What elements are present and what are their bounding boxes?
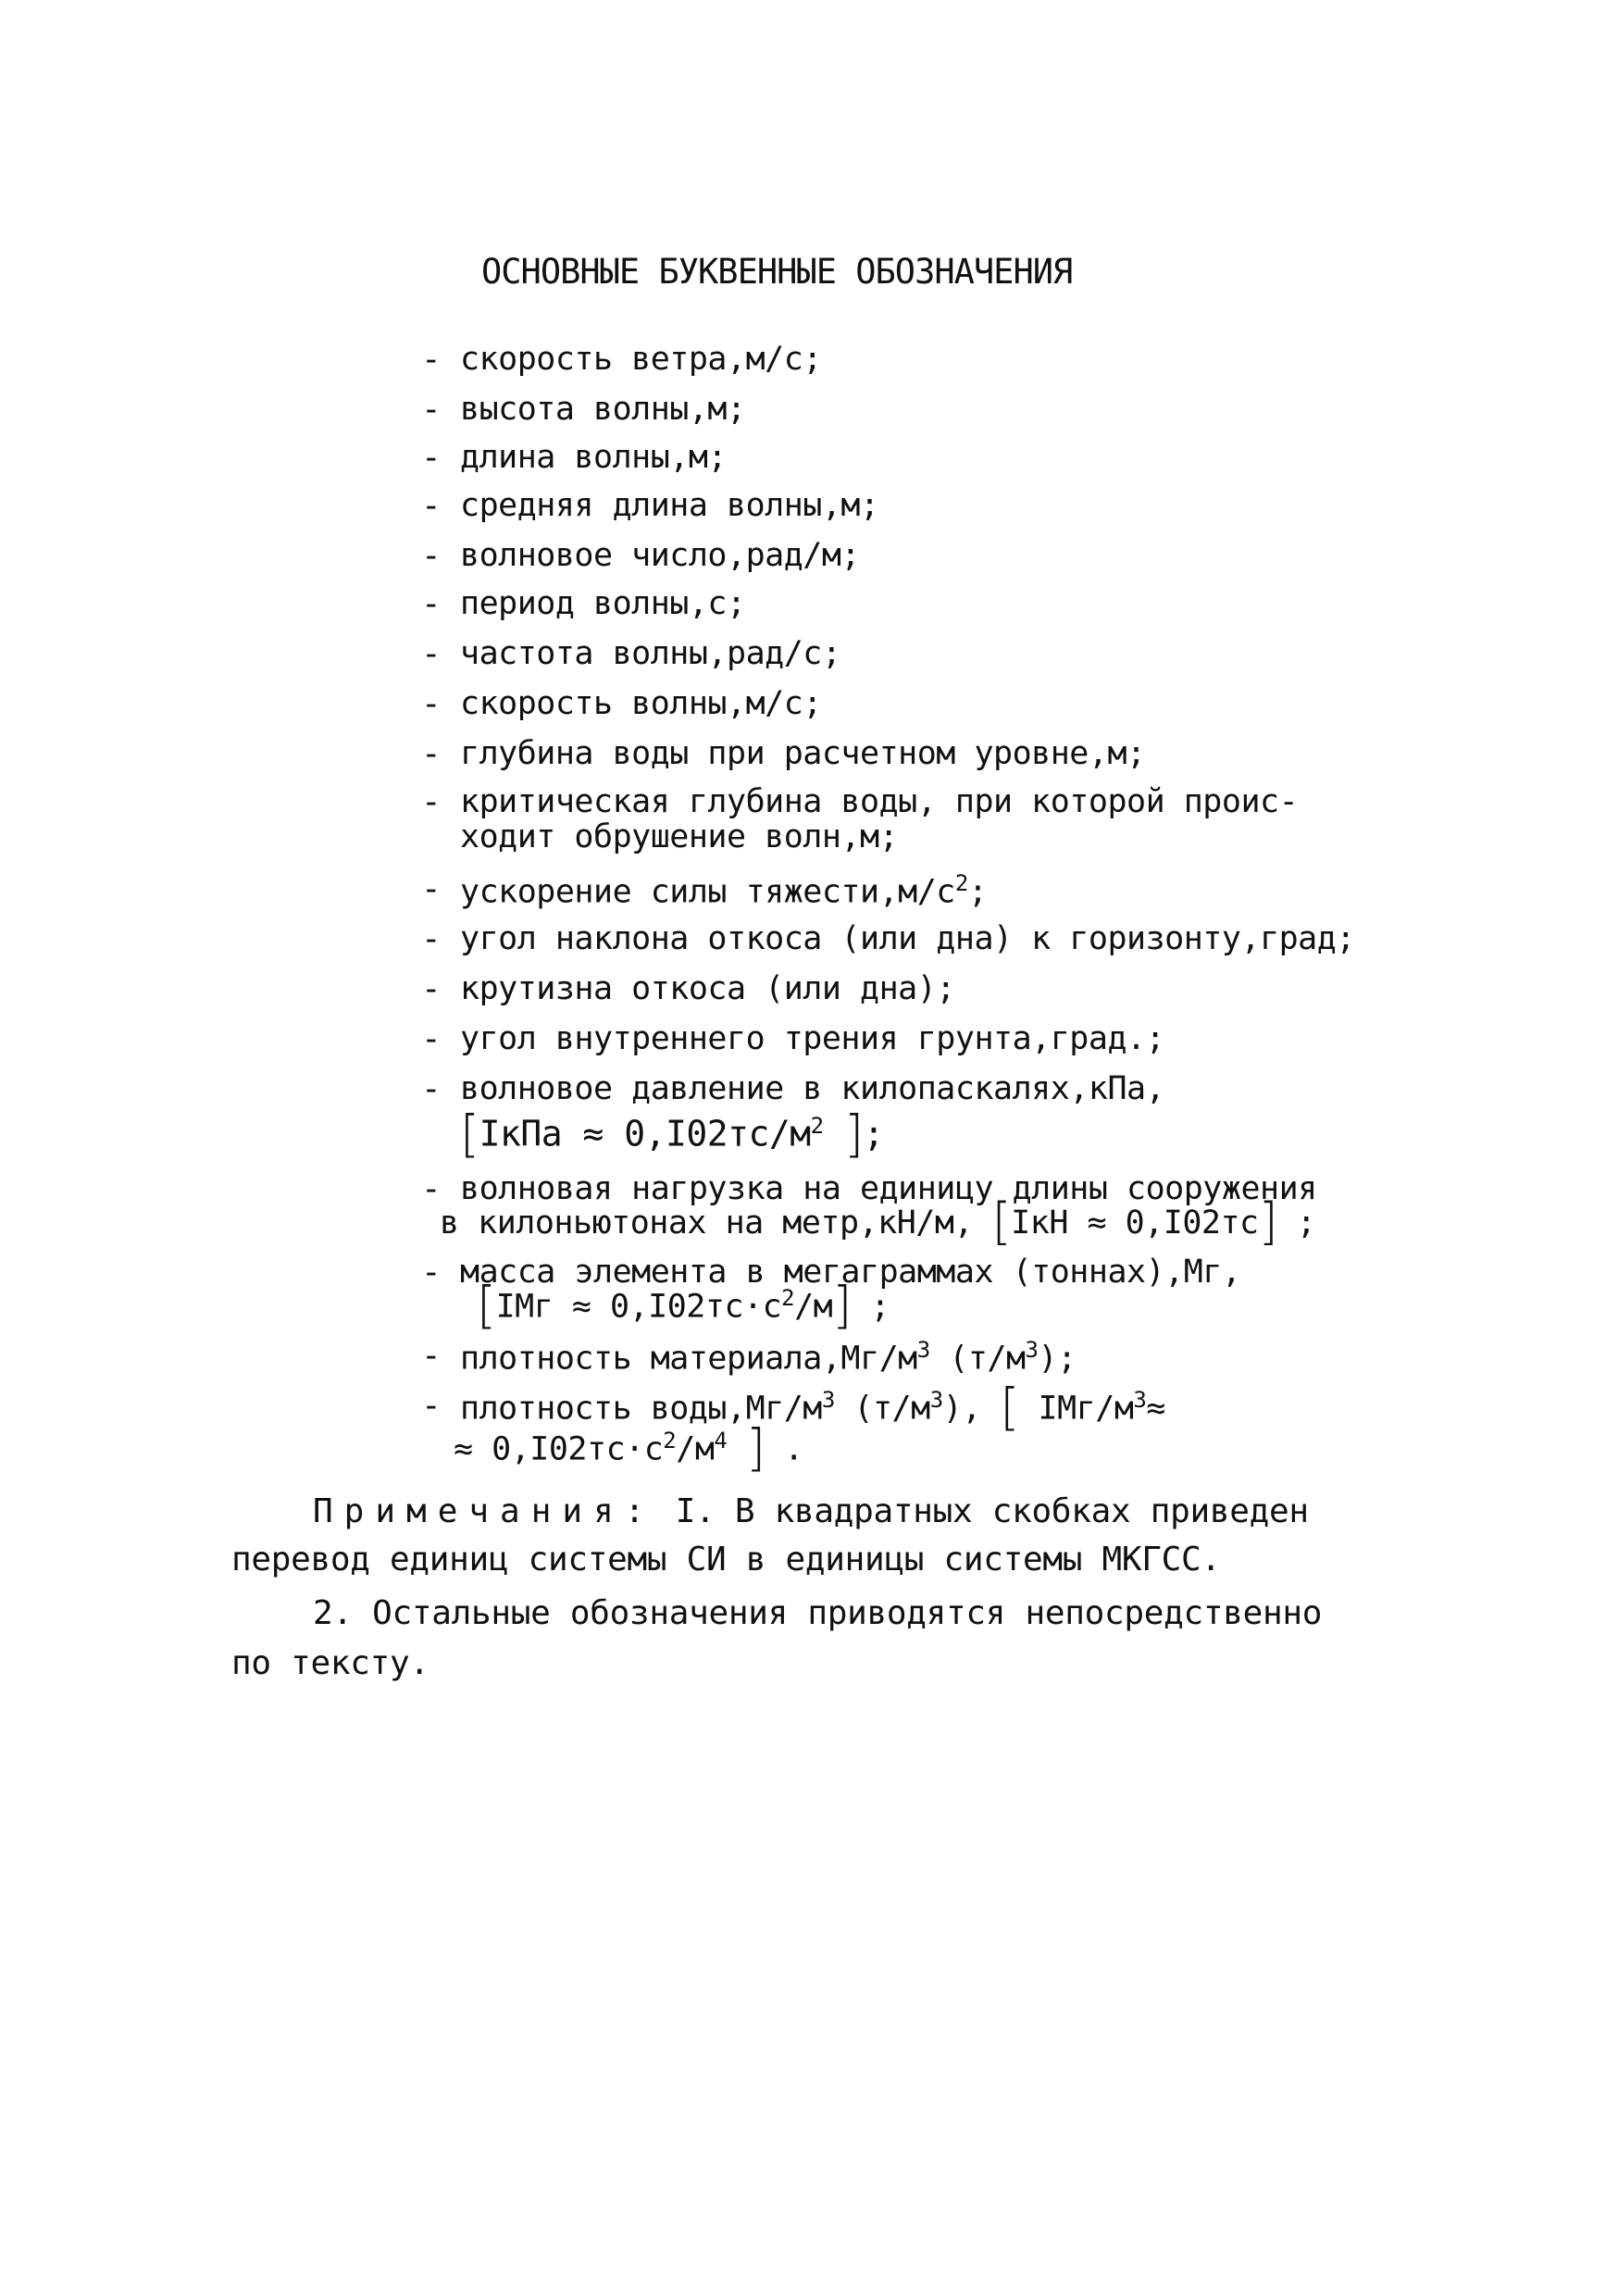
description: период волны,с; xyxy=(460,585,746,622)
exponent: 2 xyxy=(954,870,968,896)
description-continued xyxy=(454,1418,803,1478)
dash: - xyxy=(421,735,442,773)
description: волновое число,рад/м; xyxy=(460,537,861,574)
note-1-line-2: перевод единиц системы СИ в единицы системы МКГСС. xyxy=(231,1541,1221,1578)
description: масса элемента в мегаграммах (тоннах),Мг, xyxy=(460,1254,1241,1291)
dash: - xyxy=(421,1254,442,1292)
dash: - xyxy=(421,635,442,673)
bracket-open: [ xyxy=(460,1104,479,1164)
unit-tail: /м xyxy=(794,1288,833,1326)
description: скорость ветра,м/с; xyxy=(460,341,822,378)
description-tail: ; xyxy=(870,1288,890,1326)
bracket-open: [ xyxy=(477,1276,496,1335)
unit-conversion: ≈ 0,I02тс·с xyxy=(454,1430,664,1468)
description-text: (т/м xyxy=(834,1390,930,1428)
description: критическая глубина воды, при которой проис- xyxy=(460,783,1299,820)
description-tail: ; xyxy=(1296,1204,1316,1242)
description: высота волны,м; xyxy=(460,391,746,428)
description-tail: ); xyxy=(1038,1340,1077,1378)
dash: - xyxy=(421,1020,442,1058)
description-continued xyxy=(440,1192,1316,1251)
note-2-line-2: по тексту. xyxy=(231,1644,429,1682)
dash: - xyxy=(421,391,442,429)
description xyxy=(460,1378,1165,1437)
exponent: 3 xyxy=(1133,1387,1147,1413)
description-continued: ходит обрушение волн,м; xyxy=(460,818,899,855)
dash: - xyxy=(421,970,442,1008)
description: крутизна откоса (или дна); xyxy=(460,970,955,1007)
exponent: 4 xyxy=(714,1428,728,1454)
bracket-close: ] xyxy=(832,1276,852,1335)
dash: - xyxy=(421,685,442,723)
note-1-line-1 xyxy=(313,1492,1309,1530)
exponent: 3 xyxy=(929,1387,943,1413)
dash: - xyxy=(421,487,442,525)
description: угол наклона откоса (или дна) к горизонту,град; xyxy=(460,920,1355,957)
exponent: 3 xyxy=(1025,1337,1039,1363)
description-text: плотность материала,Мг/м xyxy=(460,1340,917,1378)
description-continued xyxy=(460,1104,884,1164)
dash: - xyxy=(421,783,442,821)
exponent: 3 xyxy=(821,1387,835,1413)
note-1-text: I. В квадратных скобках приведен xyxy=(675,1492,1309,1530)
description: средняя длина волны,м; xyxy=(460,487,879,524)
description-text: (т/м xyxy=(929,1340,1026,1378)
description-text: плотность воды,Мг/м xyxy=(460,1390,822,1428)
description: волновое давление в килопаскалях,кПа, xyxy=(460,1070,1165,1107)
exponent: 2 xyxy=(663,1428,677,1454)
description xyxy=(460,870,987,911)
unit-conversion: IкН ≈ 0,I02тс xyxy=(1011,1204,1259,1242)
description-tail: . xyxy=(784,1430,803,1468)
description-text: в килоньютонах на метр,кН/м, xyxy=(440,1204,974,1242)
unit-conversion: IМг ≈ 0,I02тс·с xyxy=(495,1288,782,1326)
notes-label: Примечания: xyxy=(313,1492,656,1530)
unit-tail: /м xyxy=(676,1430,715,1468)
description: частота волны,рад/с; xyxy=(460,635,841,672)
bracket-close: ] xyxy=(1258,1192,1278,1251)
dash: - xyxy=(421,585,442,623)
note-2-line-1: 2. Остальные обозначения приводятся непосредственно xyxy=(313,1594,1323,1632)
unit-conversion: IМг/м xyxy=(1038,1390,1134,1428)
exponent: 3 xyxy=(916,1337,930,1363)
dash: - xyxy=(421,870,442,908)
bracket-close: ] xyxy=(745,1418,765,1478)
dash: - xyxy=(421,1387,442,1425)
description-continued xyxy=(477,1276,890,1335)
description: глубина воды при расчетном уровне,м; xyxy=(460,735,1146,772)
exponent: 2 xyxy=(810,1113,824,1139)
bracket-open: [ xyxy=(1000,1378,1019,1437)
description xyxy=(460,1337,1077,1378)
page-title: ОСНОВНЫЕ БУКВЕННЫЕ ОБОЗНАЧЕНИЯ xyxy=(481,252,1073,292)
dash: - xyxy=(421,341,442,379)
description: скорость волны,м/с; xyxy=(460,685,822,722)
description-tail: ≈ xyxy=(1146,1390,1165,1428)
description-tail: ; xyxy=(863,1113,884,1154)
description-text: ), xyxy=(942,1390,981,1428)
dash: - xyxy=(421,1170,442,1208)
dash: - xyxy=(421,920,442,958)
description: угол внутреннего трения грунта,град.; xyxy=(460,1020,1165,1057)
dash: - xyxy=(421,537,442,575)
dash: - xyxy=(421,1070,442,1108)
bracket-close: ] xyxy=(843,1104,864,1164)
description: волновая нагрузка на единицу длины сооружения xyxy=(460,1170,1317,1207)
exponent: 2 xyxy=(781,1285,795,1311)
dash: - xyxy=(421,439,442,477)
description: длина волны,м; xyxy=(460,439,728,476)
description-tail: ; xyxy=(967,873,988,911)
bracket-open: [ xyxy=(991,1192,1012,1251)
unit-conversion: IкПа ≈ 0,I02тс/м xyxy=(479,1113,811,1154)
dash: - xyxy=(421,1337,442,1375)
description-text: ускорение силы тяжести,м/с xyxy=(460,873,955,911)
